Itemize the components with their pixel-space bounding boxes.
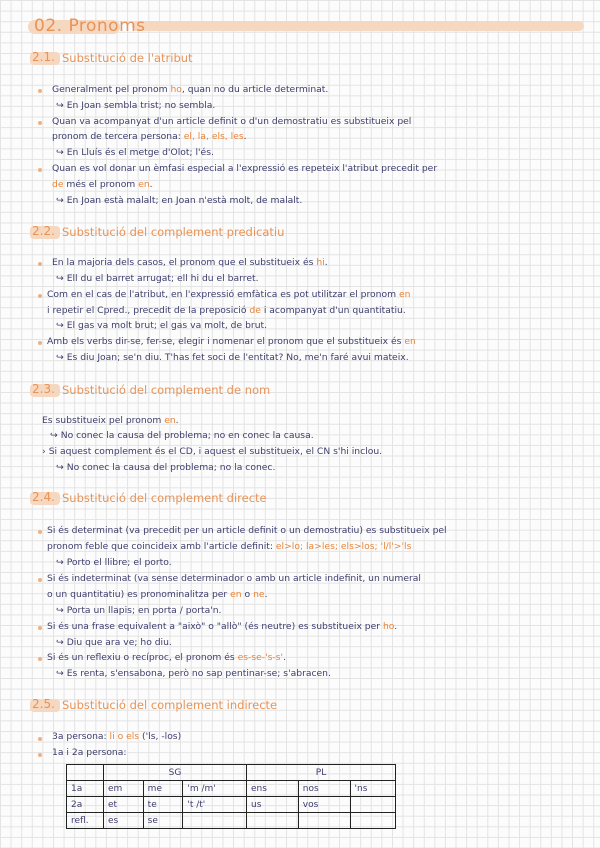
example-line: ↪ No conec la causa del problema; no en conec la causa.: [50, 430, 314, 441]
table-cell: se: [143, 813, 183, 829]
note-line: En la majoria dels casos, el pronom que el substitueix és hi.: [52, 257, 328, 268]
return-arrow-icon: ↪: [56, 352, 64, 363]
note-line: Quan va acompanyat d'un article definit o d'un demostratiu es substitueix pel: [52, 116, 412, 127]
table-header-sg: SG: [104, 765, 247, 781]
table-cell: vos: [298, 797, 350, 813]
table-cell: [298, 813, 350, 829]
bullet-dot: [38, 168, 42, 172]
example-line: ↪ En Lluís és el metge d'Olot; l'és.: [56, 147, 214, 158]
return-arrow-icon: ↪: [56, 462, 64, 473]
note-line: Si és determinat (va precedit per un article definit o un demostratiu) es substitueix pel: [47, 525, 447, 536]
table-cell: 'm /m': [183, 781, 247, 797]
return-arrow-icon: ↪: [56, 195, 64, 206]
return-arrow-icon: ↪: [56, 100, 64, 111]
bullet-dot: [38, 294, 42, 298]
return-arrow-icon: ↪: [56, 557, 64, 568]
note-line: i repetir el Cpred., precedit de la preposició de i acompanyat d'un quantitatiu.: [47, 305, 406, 316]
note-line: Si és un reflexiu o recíproc, el pronom és es-se-'s-s'.: [47, 652, 286, 663]
table-header-pl: PL: [247, 765, 396, 781]
example-line: ↪ Ell du el barret arrugat; ell hi du el barret.: [56, 273, 259, 284]
table-cell: [247, 813, 299, 829]
title-underline-bar: [132, 21, 584, 31]
bullet-dot: [38, 530, 42, 534]
table-cell: nos: [298, 781, 350, 797]
bullet-dot: [38, 753, 42, 757]
example-line: ↪ Es diu Joan; se'n diu. T'has fet soci de l'entitat? No, me'n faré avui mateix.: [56, 352, 409, 363]
table-cell: refl.: [67, 813, 104, 829]
example-line: ↪ En Joan sembla trist; no sembla.: [56, 100, 216, 111]
example-line: ↪ El gas va molt brut; el gas va molt, de brut.: [56, 320, 268, 331]
bullet-dot: [38, 737, 42, 741]
note-line: Generalment pel pronom ho, quan no du article determinat.: [52, 84, 329, 95]
note-line: Quan es vol donar un èmfasi especial a l'expressió es repeteix l'atribut precedit per: [52, 163, 438, 174]
bullet-dot: [38, 578, 42, 582]
note-line: o un quantitatiu) es pronominalitza per en o ne.: [47, 589, 268, 600]
example-line: ↪ Porta un llapis; en porta / porta'n.: [56, 605, 222, 616]
table-cell: em: [104, 781, 144, 797]
example-line: ↪ En Joan està malalt; en Joan n'està molt, de malalt.: [56, 195, 303, 206]
note-line: 3a persona: li o els ('ls, -los): [52, 731, 182, 742]
note-line: Amb els verbs dir-se, fer-se, elegir i nomenar el pronom que el substitueix és en: [47, 336, 416, 347]
note-line: Com en el cas de l'atribut, en l'expressió emfàtica es pot utilitzar el pronom en: [47, 289, 411, 300]
table-cell: us: [247, 797, 299, 813]
bullet-dot: [38, 341, 42, 345]
bullet-dot: [38, 657, 42, 661]
note-line: pronom de tercera persona: el, la, els, les.: [52, 131, 247, 142]
example-line: ↪ Diu que ara ve; ho diu.: [56, 637, 172, 648]
pronoun-table: [66, 764, 396, 829]
note-line: › Si aquest complement és el CD, i aquest el substitueix, el CN s'hi inclou.: [42, 446, 383, 457]
return-arrow-icon: ↪: [56, 273, 64, 284]
note-line: 1a i 2a persona:: [52, 747, 127, 758]
table-cell: 2a: [67, 797, 104, 813]
page-title: 02. Pronoms: [34, 16, 146, 36]
return-arrow-icon: ↪: [56, 605, 64, 616]
bullet-dot: [38, 89, 42, 93]
example-line: ↪ Porto el llibre; el porto.: [56, 557, 172, 568]
table-cell: 't /t': [183, 797, 247, 813]
table-cell: et: [104, 797, 144, 813]
bullet-dot: [38, 262, 42, 266]
note-line: de més el pronom en.: [52, 179, 153, 190]
example-line: ↪ No conec la causa del problema; no la conec.: [56, 462, 276, 473]
return-arrow-icon: ↪: [56, 668, 64, 679]
return-arrow-icon: ↪: [56, 147, 64, 158]
chevron-right-icon: ›: [42, 446, 46, 457]
table-cell: ens: [247, 781, 299, 797]
note-line: Si és indeterminat (va sense determinador o amb un article indefinit, un numeral: [47, 573, 421, 584]
return-arrow-icon: ↪: [56, 637, 64, 648]
table-cell: me: [143, 781, 183, 797]
return-arrow-icon: ↪: [56, 320, 64, 331]
example-line: ↪ Es renta, s'ensabona, però no sap pentinar-se; s'abracen.: [56, 668, 331, 679]
note-line: Es substitueix pel pronom en.: [42, 415, 179, 426]
bullet-dot: [38, 121, 42, 125]
table-cell: 1a: [67, 781, 104, 797]
notes-page: 02. Pronoms 2.1. Substitució de l'atribut Generalment pel pronom ho, quan no du article determinat. ↪ En Joan sembla trist; no sembla. Quan va acompanyat d'un article definit o d'un demostratiu es substitueix pel pronom de tercera persona: el, la, els, les. ↪ En Lluís és el metge d'Olot; l'és. Quan es vol donar un èmfasi especial a l'expressió es repeteix l'atribut precedit per de més el pronom en. ↪ En Joan està malalt; en Joan n'està molt, de malalt. 2.2. Substitució del complement predicatiu En la majoria dels casos, el pronom que el substitueix és hi. ↪ Ell du el barret arrugat; ell hi du el barret. Com en el cas de l'atribut, en l'expressió emfàtica es pot utilitzar el pronom en i repetir el Cpred., precedit de la preposició de i acompanyat d'un quantitatiu. ↪ El gas va molt brut; el gas va molt, de brut. Amb els verbs dir-se, fer-se, elegir i nomenar el pronom que el substitueix és en ↪ Es diu Joan; se'n diu. T'has fet soci de l'entitat? No, me'n faré avui mateix. 2.3. Substitució del complement de nom Es substitueix pel pronom en. ↪ No conec la causa del problema; no en conec la causa. › Si aquest complement és el CD, i aquest el substitueix, el CN s'hi inclou. ↪ No conec la causa del problema; no la conec. 2.4. Substitució del complement directe Si és determinat (va precedit per un article definit o un demostratiu) es substitueix pel pronom feble que coincideix amb l'article definit: el>lo; la>les; els>los; 'l/l'>'ls ↪ Porto el llibre; el porto. Si és indeterminat (va sense determinador o amb un article indefinit, un numeral o un quantitatiu) es pronominalitza per en o ne. ↪ Porta un llapis; en porta / porta'n. Si és una frase equivalent a "això" o "allò" (és neutre) es substitueix per ho. ↪ Diu que ara ve; ho diu. Si és un reflexiu o recíproc, el pronom és es-se-'s-s'. ↪ Es renta, s'ensabona, però no sap pentinar-se; s'abracen. 2.5. Substitució del complement indirecte 3a persona: li o els ('ls, -los) 1a i 2a persona: SG PL 1a em me 'm /m' ens nos 'ns 2a et te 't /t' us vos refl. es se: [0, 0, 600, 848]
table-cell: [183, 813, 247, 829]
title-bar: [28, 16, 584, 38]
bullet-dot: [38, 626, 42, 630]
table-cell: [350, 813, 395, 829]
note-line: Si és una frase equivalent a "això" o "allò" (és neutre) es substitueix per ho.: [47, 621, 398, 632]
return-arrow-icon: ↪: [50, 430, 58, 441]
table-cell: [350, 797, 395, 813]
table-cell: te: [143, 797, 183, 813]
table-cell: es: [104, 813, 144, 829]
table-cell: 'ns: [350, 781, 395, 797]
note-line: pronom feble que coincideix amb l'article definit: el>lo; la>les; els>los; 'l/l'>'ls: [47, 541, 412, 552]
